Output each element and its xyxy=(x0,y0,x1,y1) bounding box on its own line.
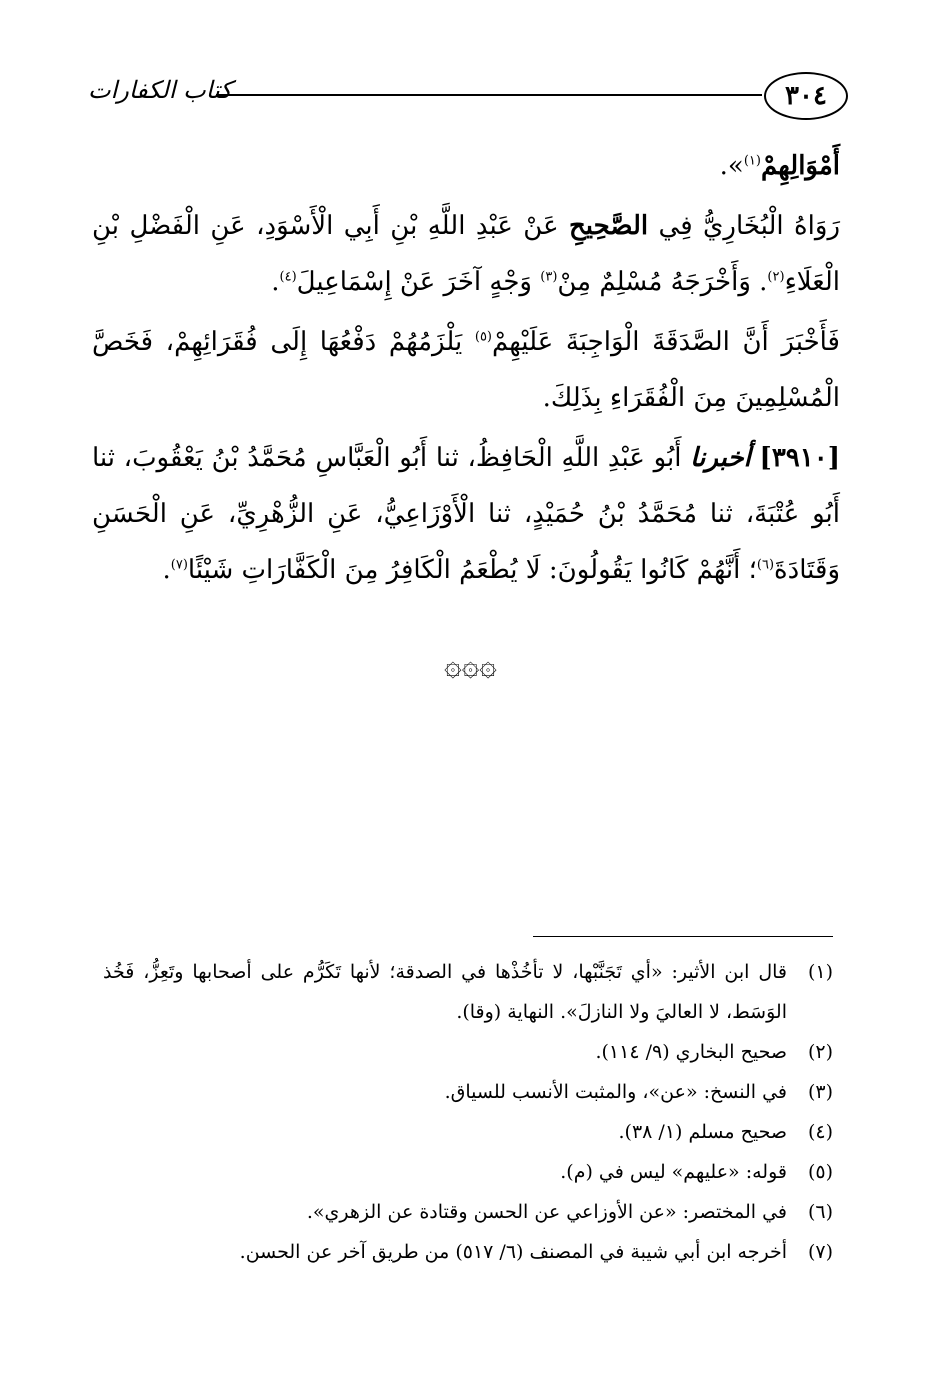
text-span: عَنْ عَبْدِ اللَّهِ بْنِ أَبِي الْأَسْوَدِ، عَنِ الْفَضْلِ بْنِ الْعَلَاءِ xyxy=(92,211,840,297)
footnote-text: قال ابن الأثير: «أي تَجَنَّبْها، لا تأخُذْها في الصدقة؛ لأنها تَكَرُّم على أصحابها وتَعِزُّ، فَخُذ الوَسَط، لا العاليَ ولا النازلَ». النهاية (وقا). xyxy=(103,961,787,1023)
footnotes xyxy=(103,952,833,1272)
footnote-number: (١) xyxy=(807,961,833,983)
footnote-number: (٦) xyxy=(807,1201,833,1223)
text-span: . xyxy=(162,555,171,585)
footnote-text: في المختصر: «عن الأوزاعي عن الحسن وقتادة عن الزهري». xyxy=(306,1201,787,1223)
footnote-text: أخرجه ابن أبي شيبة في المصنف (٦/ ٥١٧) من طريق آخر عن الحسن. xyxy=(239,1241,787,1263)
page-number: ٣٠٤ xyxy=(764,72,848,120)
footnote-text: صحيح مسلم (١/ ٣٨). xyxy=(618,1121,787,1143)
text-span: ؛ أَنَّهُمْ كَانُوا يَقُولُونَ: لَا يُطْعَمُ الْكَافِرُ مِنَ الْكَفَّارَاتِ شَيْئًا xyxy=(187,555,757,585)
text-span: وَجْهٍ آخَرَ عَنْ إِسْمَاعِيلَ xyxy=(296,267,541,297)
text-span: . xyxy=(271,267,280,297)
footnote-number: (٧) xyxy=(807,1241,833,1263)
text-span: يَلْزَمُهُمْ دَفْعُهَا إِلَى فُقَرَائِهِمْ، فَخَصَّ الْمُسْلِمِينَ مِنَ الْفُقَرَاءِ بِذَلِكَ. xyxy=(92,327,840,413)
akhbarana-word: أخبرنا xyxy=(690,443,751,473)
footnote-item xyxy=(103,1152,833,1192)
footnote-marker: (٦) xyxy=(756,557,775,573)
footnote-marker: (١) xyxy=(743,153,761,169)
footnote-number: (٣) xyxy=(807,1081,833,1103)
footnote-item xyxy=(103,952,833,1032)
paragraph-2 xyxy=(92,198,840,310)
footnote-item xyxy=(103,1072,833,1112)
footnote-item xyxy=(103,1112,833,1152)
footnote-marker: (٥) xyxy=(474,329,492,345)
page-header xyxy=(88,66,848,126)
footnote-text: صحيح البخاري (٩/ ١١٤). xyxy=(595,1041,787,1063)
text-span: أَبُو عَبْدِ اللَّهِ الْحَافِظُ، ثنا أَبُو الْعَبَّاسِ مُحَمَّدُ بْنُ يَعْقُوبَ، ثنا أَبُو عُتْبَةَ، ثنا مُحَمَّدُ بْنُ حُمَيْدٍ، ثنا الْأَوْزَاعِيُّ، عَنِ الزُّهْرِيِّ، عَنِ الْحَسَنِ وَقَتَادَةَ xyxy=(92,443,841,585)
footnote-marker: (٢) xyxy=(767,269,785,285)
text-span: ». xyxy=(719,151,744,181)
footnote-number: (٤) xyxy=(807,1121,833,1143)
footnote-item xyxy=(103,1032,833,1072)
text-span: أَمْوَالِهِمْ xyxy=(760,151,840,181)
footnote-marker: (٤) xyxy=(279,269,297,285)
paragraph-3 xyxy=(92,314,840,426)
footnote-text: قوله: «عليهم» ليس في (م). xyxy=(560,1161,787,1183)
text-span: فَأَخْبَرَ أَنَّ الصَّدَقَةَ الْوَاجِبَةَ عَلَيْهِمْ xyxy=(492,327,840,357)
section-ornament: ۞۞۞ xyxy=(444,648,497,683)
footnote-item xyxy=(103,1192,833,1232)
paragraph-4 xyxy=(92,430,840,598)
main-text xyxy=(92,138,840,598)
text-span: . وَأَخْرَجَهُ مُسْلِمٌ مِنْ xyxy=(557,267,768,297)
footnote-number: (٥) xyxy=(807,1161,833,1183)
source-title: الصَّحِيحِ xyxy=(569,211,649,241)
book-title: كتاب الكفارات xyxy=(88,76,232,104)
footnote-marker: (٧) xyxy=(170,557,188,573)
text-span: رَوَاهُ الْبُخَارِيُّ فِي xyxy=(648,211,841,241)
header-rule xyxy=(216,94,762,96)
footnote-item xyxy=(103,1232,833,1272)
hadith-number: [٣٩١٠] xyxy=(759,443,840,473)
footnote-marker: (٣) xyxy=(540,269,558,285)
footnote-text: في النسخ: «عن»، والمثبت الأنسب للسياق. xyxy=(444,1081,787,1103)
paragraph-1 xyxy=(92,138,840,194)
footnote-separator xyxy=(533,936,833,937)
footnote-number: (٢) xyxy=(807,1041,833,1063)
